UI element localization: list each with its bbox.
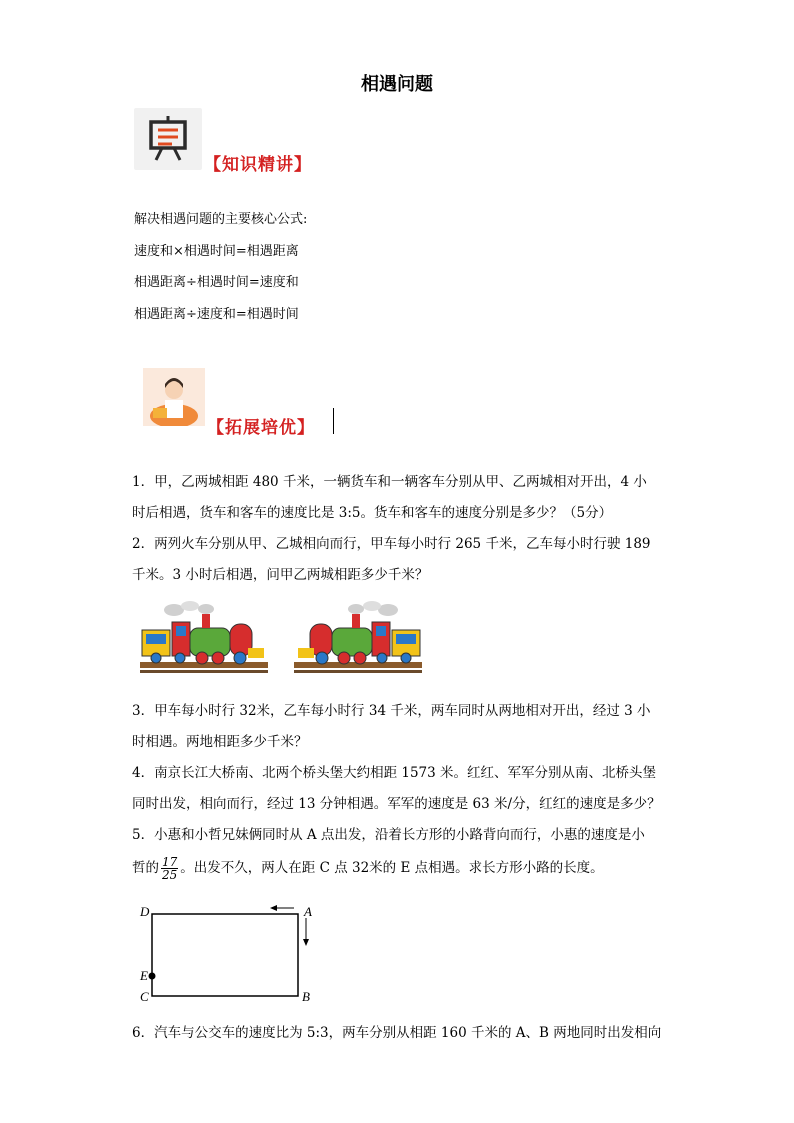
point-d-label: D <box>140 904 150 919</box>
page-title: 相遇问题 <box>361 74 433 95</box>
point-a-label: A <box>304 904 312 919</box>
train-image-left <box>136 600 272 682</box>
problem-1-line-2: 时后相遇，货车和客车的速度比是 3:5。货车和客车的速度分别是多少？（5分） <box>132 505 613 521</box>
formula-3: 相遇距离÷速度和=相遇时间 <box>134 307 299 322</box>
problem-4-line-2: 同时出发，相向而行，经过 13 分钟相遇。军军的速度是 63 米/分，红红的速度是多少？ <box>132 796 661 812</box>
fraction <box>161 856 178 881</box>
teacher-avatar-icon-box <box>143 368 205 426</box>
fraction-numerator: 17 <box>162 855 178 869</box>
problem-5-line-2-post: 。出发不久，两人在距 C 点 32米的 E 点相遇。求长方形小路的长度。 <box>180 860 604 876</box>
problem-4-line-1: 4．南京长江大桥南、北两个桥头堡大约相距 1573 米。红红、军军分别从南、北桥头堡 <box>132 765 657 781</box>
problem-3-line-2: 时相遇。两地相距多少千米？ <box>132 734 308 750</box>
lecture-board-icon-box <box>134 108 202 170</box>
problem-5-line-1: 5．小惠和小哲兄妹俩同时从 A 点出发，沿着长方形的小路背向而行，小惠的速度是小 <box>132 827 645 843</box>
toy-train-icon <box>136 600 272 678</box>
knowledge-section-label: 【知识精讲】 <box>204 155 312 175</box>
point-e-label: E <box>140 968 148 983</box>
fraction-denominator: 25 <box>162 868 178 882</box>
rectangle-path-diagram <box>136 900 326 1014</box>
formula-1: 速度和×相遇时间=相遇距离 <box>134 244 299 259</box>
text-cursor <box>333 408 334 434</box>
problem-1-line-1: 1．甲，乙两城相距 480 千米，一辆货车和一辆客车分别从甲、乙两城相对开出，4 小 <box>132 474 647 490</box>
formula-2: 相遇距离÷相遇时间=速度和 <box>134 275 299 290</box>
formula-intro: 解决相遇问题的主要核心公式: <box>134 212 308 227</box>
train-image-right <box>290 600 426 682</box>
problem-2-line-1: 2．两列火车分别从甲、乙城相向而行，甲车每小时行 265 千米，乙车每小时行驶 189 <box>132 536 651 552</box>
toy-train-icon <box>290 600 426 678</box>
teacher-avatar-icon <box>143 368 205 426</box>
point-c-label: C <box>140 989 149 1004</box>
problem-2-line-2: 千米。3 小时后相遇，问甲乙两城相距多少千米？ <box>132 567 429 583</box>
problem-5-line-2-pre: 哲的 <box>132 860 159 876</box>
lecture-board-icon <box>134 108 202 170</box>
problem-3-line-1: 3．甲车每小时行 32米，乙车每小时行 34 千米，两车同时从两地相对开出，经过 3 小 <box>132 703 651 719</box>
problem-6-line-1: 6．汽车与公交车的速度比为 5:3，两车分别从相距 160 千米的 A、B 两地同时出发相向 <box>132 1025 662 1041</box>
extension-section-label: 【拓展培优】 <box>207 418 315 438</box>
point-b-label: B <box>302 989 310 1004</box>
problem-5-line-2 <box>132 856 672 881</box>
